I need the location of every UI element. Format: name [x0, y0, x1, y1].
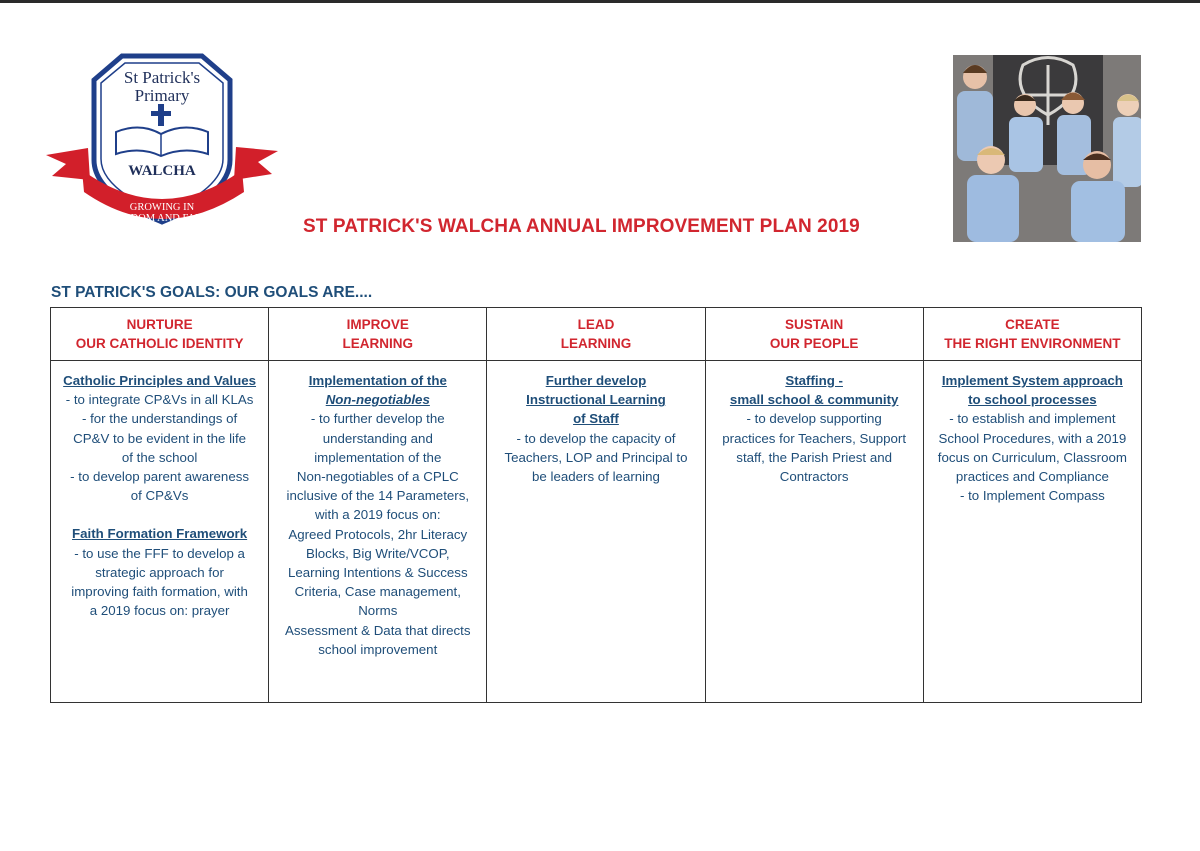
goal-text-line: Agreed Protocols, 2hr Literacy [288, 526, 468, 542]
goal-section-heading: Faith Formation Framework [72, 526, 248, 542]
goal-text-line: strategic approach for [95, 564, 224, 580]
goal-text-line: CP&V to be evident in the life [73, 430, 247, 446]
goal-cell-improve [269, 361, 487, 703]
goal-section-heading: Further develop [545, 373, 647, 388]
goal-text-line: - to further develop the [310, 411, 445, 427]
goal-header-lead: LEAD LEARNING [487, 308, 705, 361]
goal-section-heading: Non-negotiables [325, 392, 430, 408]
goal-text-line: inclusive of the 14 Parameters, [286, 488, 470, 504]
goal-text-line: - to develop parent awareness [70, 469, 250, 485]
goals-subtitle: ST PATRICK'S GOALS: OUR GOALS ARE.... [51, 284, 373, 301]
goal-text-line: - for the understandings of [81, 411, 238, 427]
goal-section-heading: Implementation of the [308, 373, 447, 388]
goal-text-line: Criteria, Case management, [294, 584, 461, 600]
line-spacer [55, 505, 264, 524]
goal-text-line: staff, the Parish Priest and [736, 449, 893, 465]
goal-cell-sustain [705, 361, 923, 703]
goal-section-heading: to school processes [968, 392, 1097, 408]
top-edge-bar [0, 0, 1200, 3]
goal-section-heading: Implement System approach [941, 373, 1123, 388]
goal-text-line: Non-negotiables of a CPLC [296, 469, 459, 485]
school-logo [44, 52, 280, 232]
goal-text-line: Norms [358, 603, 398, 619]
goal-header-nurture: NURTURE OUR CATHOLIC IDENTITY [51, 308, 269, 361]
goal-text-line: practices and Compliance [955, 469, 1109, 485]
logo-town: WALCHA [128, 163, 196, 179]
goal-text-line: Teachers, LOP and Principal to [504, 449, 688, 465]
goal-cell-lead [487, 361, 705, 703]
goal-section-heading: Instructional Learning [526, 392, 666, 408]
goal-text-line: improving faith formation, with [71, 584, 248, 600]
goal-text-line: practices for Teachers, Support [722, 430, 907, 446]
logo-motto-line2: WISDOM AND FAITH [111, 213, 213, 224]
goal-text-line: - to integrate CP&Vs in all KLAs [65, 392, 254, 408]
goal-text-line: - to use the FFF to develop a [74, 545, 245, 561]
goals-header-row [51, 308, 1142, 361]
goal-text-line: of CP&Vs [130, 488, 189, 504]
goal-cell-nurture [51, 361, 269, 703]
goal-text-line: implementation of the [314, 449, 442, 465]
goal-text-line: - to develop the capacity of [516, 430, 676, 446]
goal-text-line: be leaders of learning [532, 469, 660, 485]
goal-text-line: Contractors [779, 469, 849, 485]
goal-header-create: CREATE THE RIGHT ENVIRONMENT [923, 308, 1141, 361]
goal-section-heading: small school & community [729, 392, 899, 408]
goal-text-line: with a 2019 focus on: [314, 507, 441, 523]
goal-section-heading: of Staff [573, 411, 619, 427]
goal-header-sustain: SUSTAIN OUR PEOPLE [705, 308, 923, 361]
goal-text-line: Assessment & Data that directs [285, 622, 471, 638]
goals-body-row [51, 361, 1142, 703]
goal-cell-create [923, 361, 1141, 703]
students-group-photo-icon [953, 55, 1141, 242]
goal-section-heading: Catholic Principles and Values [63, 373, 257, 388]
goal-text-line: understanding and [322, 430, 433, 446]
logo-school-line2: Primary [134, 86, 190, 105]
goal-text-line: - to establish and implement [949, 411, 1116, 427]
goal-text-line: School Procedures, with a 2019 [938, 430, 1127, 446]
goal-text-line: school improvement [318, 641, 438, 657]
goal-text-line: Learning Intentions & Success [287, 565, 468, 581]
goal-header-improve: IMPROVE LEARNING [269, 308, 487, 361]
goal-text-line: Blocks, Big Write/VCOP, [305, 545, 450, 561]
goal-text-line: - to Implement Compass [959, 488, 1105, 504]
goal-text-line: focus on Curriculum, Classroom [937, 449, 1127, 465]
logo-school-line1: St Patrick's [123, 68, 201, 87]
goal-text-line: - to develop supporting [746, 411, 882, 427]
logo-motto-line1: GROWING IN [129, 202, 195, 213]
goal-text-line: a 2019 focus on: prayer [89, 603, 230, 619]
students-photo [953, 55, 1141, 242]
goal-text-line: of the school [121, 449, 198, 465]
goals-table [50, 307, 1142, 703]
goal-section-heading: Staffing - [785, 373, 843, 388]
page-title: ST PATRICK'S WALCHA ANNUAL IMPROVEMENT PLAN 2019 [303, 216, 860, 237]
